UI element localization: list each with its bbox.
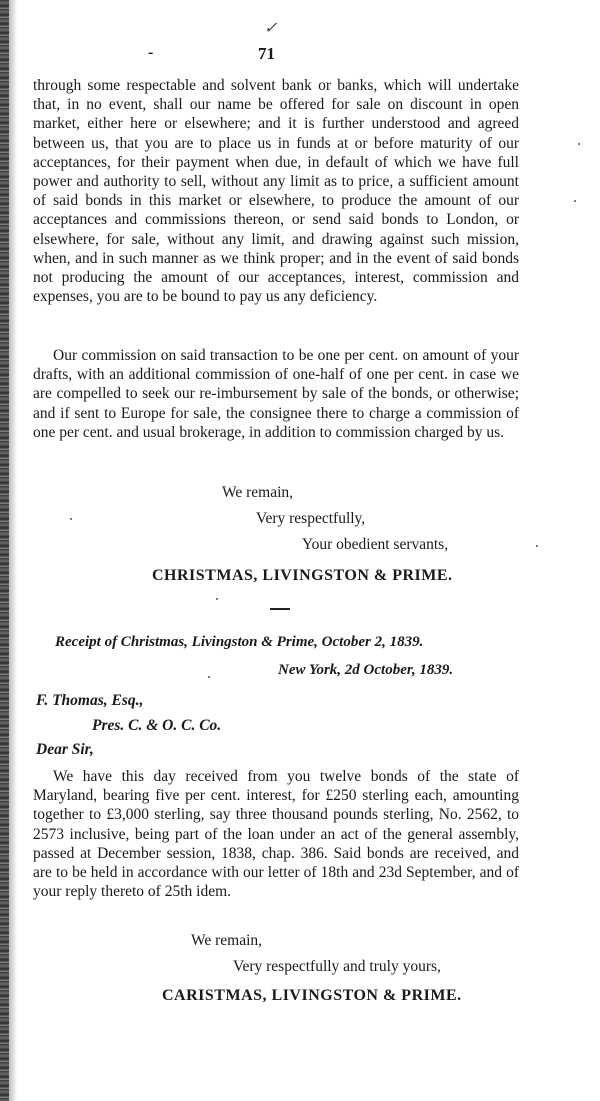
letter-paragraph-1-text: through some respectable and solvent bank or banks, which will undertake that, in no event, shall our name be offered for sale on discount in open market, either here or elsewhere; and it is further understood and agreed between us, that you are to place us in funds at or before maturity of our acceptances, for their payment when due, in default of which we have full power and authority to sell, without any limit as to price, a sufficient amount of said bonds in this market or elsewhere, to produce the amount of our acceptances and commissions thereon, or send said bonds to London, or elsewhere, for sale, without any limit, and drawing against such mission, when, and in such manner as we think proper; and in the event of said bonds not producing the amount of our acceptances, interest, commission and expenses, you are to be bound to pay us any deficiency.: [33, 77, 519, 306]
letter-paragraph-1: [33, 76, 519, 306]
letter-signature: CHRISTMAS, LIVINGSTON & PRIME.: [152, 567, 453, 584]
page-number: 71: [258, 44, 275, 63]
receipt-closing-we-remain: We remain,: [191, 932, 263, 949]
receipt-heading: Receipt of Christmas, Livingston & Prime, October 2, 1839.: [55, 634, 424, 650]
letter-closing-servants: Your obedient servants,: [302, 536, 449, 553]
page-dash-mark: -: [148, 44, 154, 61]
letter-paragraph-2-text: Our commission on said transaction to be one per cent. on amount of your drafts, with an additional commission of one-half of one per cent. in case we are compelled to seek our re-imbursement by sale of the bonds, or otherwise; and if sent to Europe for sale, the consignee there to charge a commission of one per cent. and usual brokerage, in addition to commission charged by us.: [33, 347, 519, 441]
receipt-addressee-name: F. Thomas, Esq.,: [36, 692, 144, 709]
binding-shadow: [9, 0, 17, 1101]
handwritten-check-mark: ✓: [264, 20, 278, 37]
letter-closing-respectfully: Very respectfully,: [256, 510, 366, 527]
paper-speck: [536, 545, 538, 547]
paper-speck: [70, 518, 72, 520]
receipt-salutation: Dear Sir,: [36, 741, 94, 758]
paper-speck: [578, 143, 580, 145]
paper-speck: [574, 200, 576, 202]
letter-closing-we-remain: We remain,: [222, 484, 294, 501]
paper-speck: [216, 598, 218, 600]
section-divider: [270, 608, 290, 610]
receipt-closing-truly-yours: Very respectfully and truly yours,: [233, 958, 441, 975]
receipt-paragraph: [33, 767, 519, 901]
receipt-signature: CARISTMAS, LIVINGSTON & PRIME.: [162, 987, 462, 1004]
receipt-dateline: New York, 2d October, 1839.: [278, 662, 454, 678]
paper-speck: [208, 676, 210, 678]
letter-paragraph-2: [33, 346, 519, 442]
receipt-paragraph-text: We have this day received from you twelve bonds of the state of Maryland, bearing five per cent. interest, for £250 sterling each, amounting together to £3,000 sterling, say three thousand pounds sterling, No. 2562, to 2573 inclusive, being part of the loan under an act of the general assembly, passed at December session, 1838, chap. 386. Said bonds are received, and are to be held in accordance with our letter of 18th and 23d September, and of your reply thereto of 25th idem.: [33, 768, 519, 901]
book-binding-edge: [0, 0, 9, 1101]
receipt-addressee-title: Pres. C. & O. C. Co.: [92, 717, 222, 734]
